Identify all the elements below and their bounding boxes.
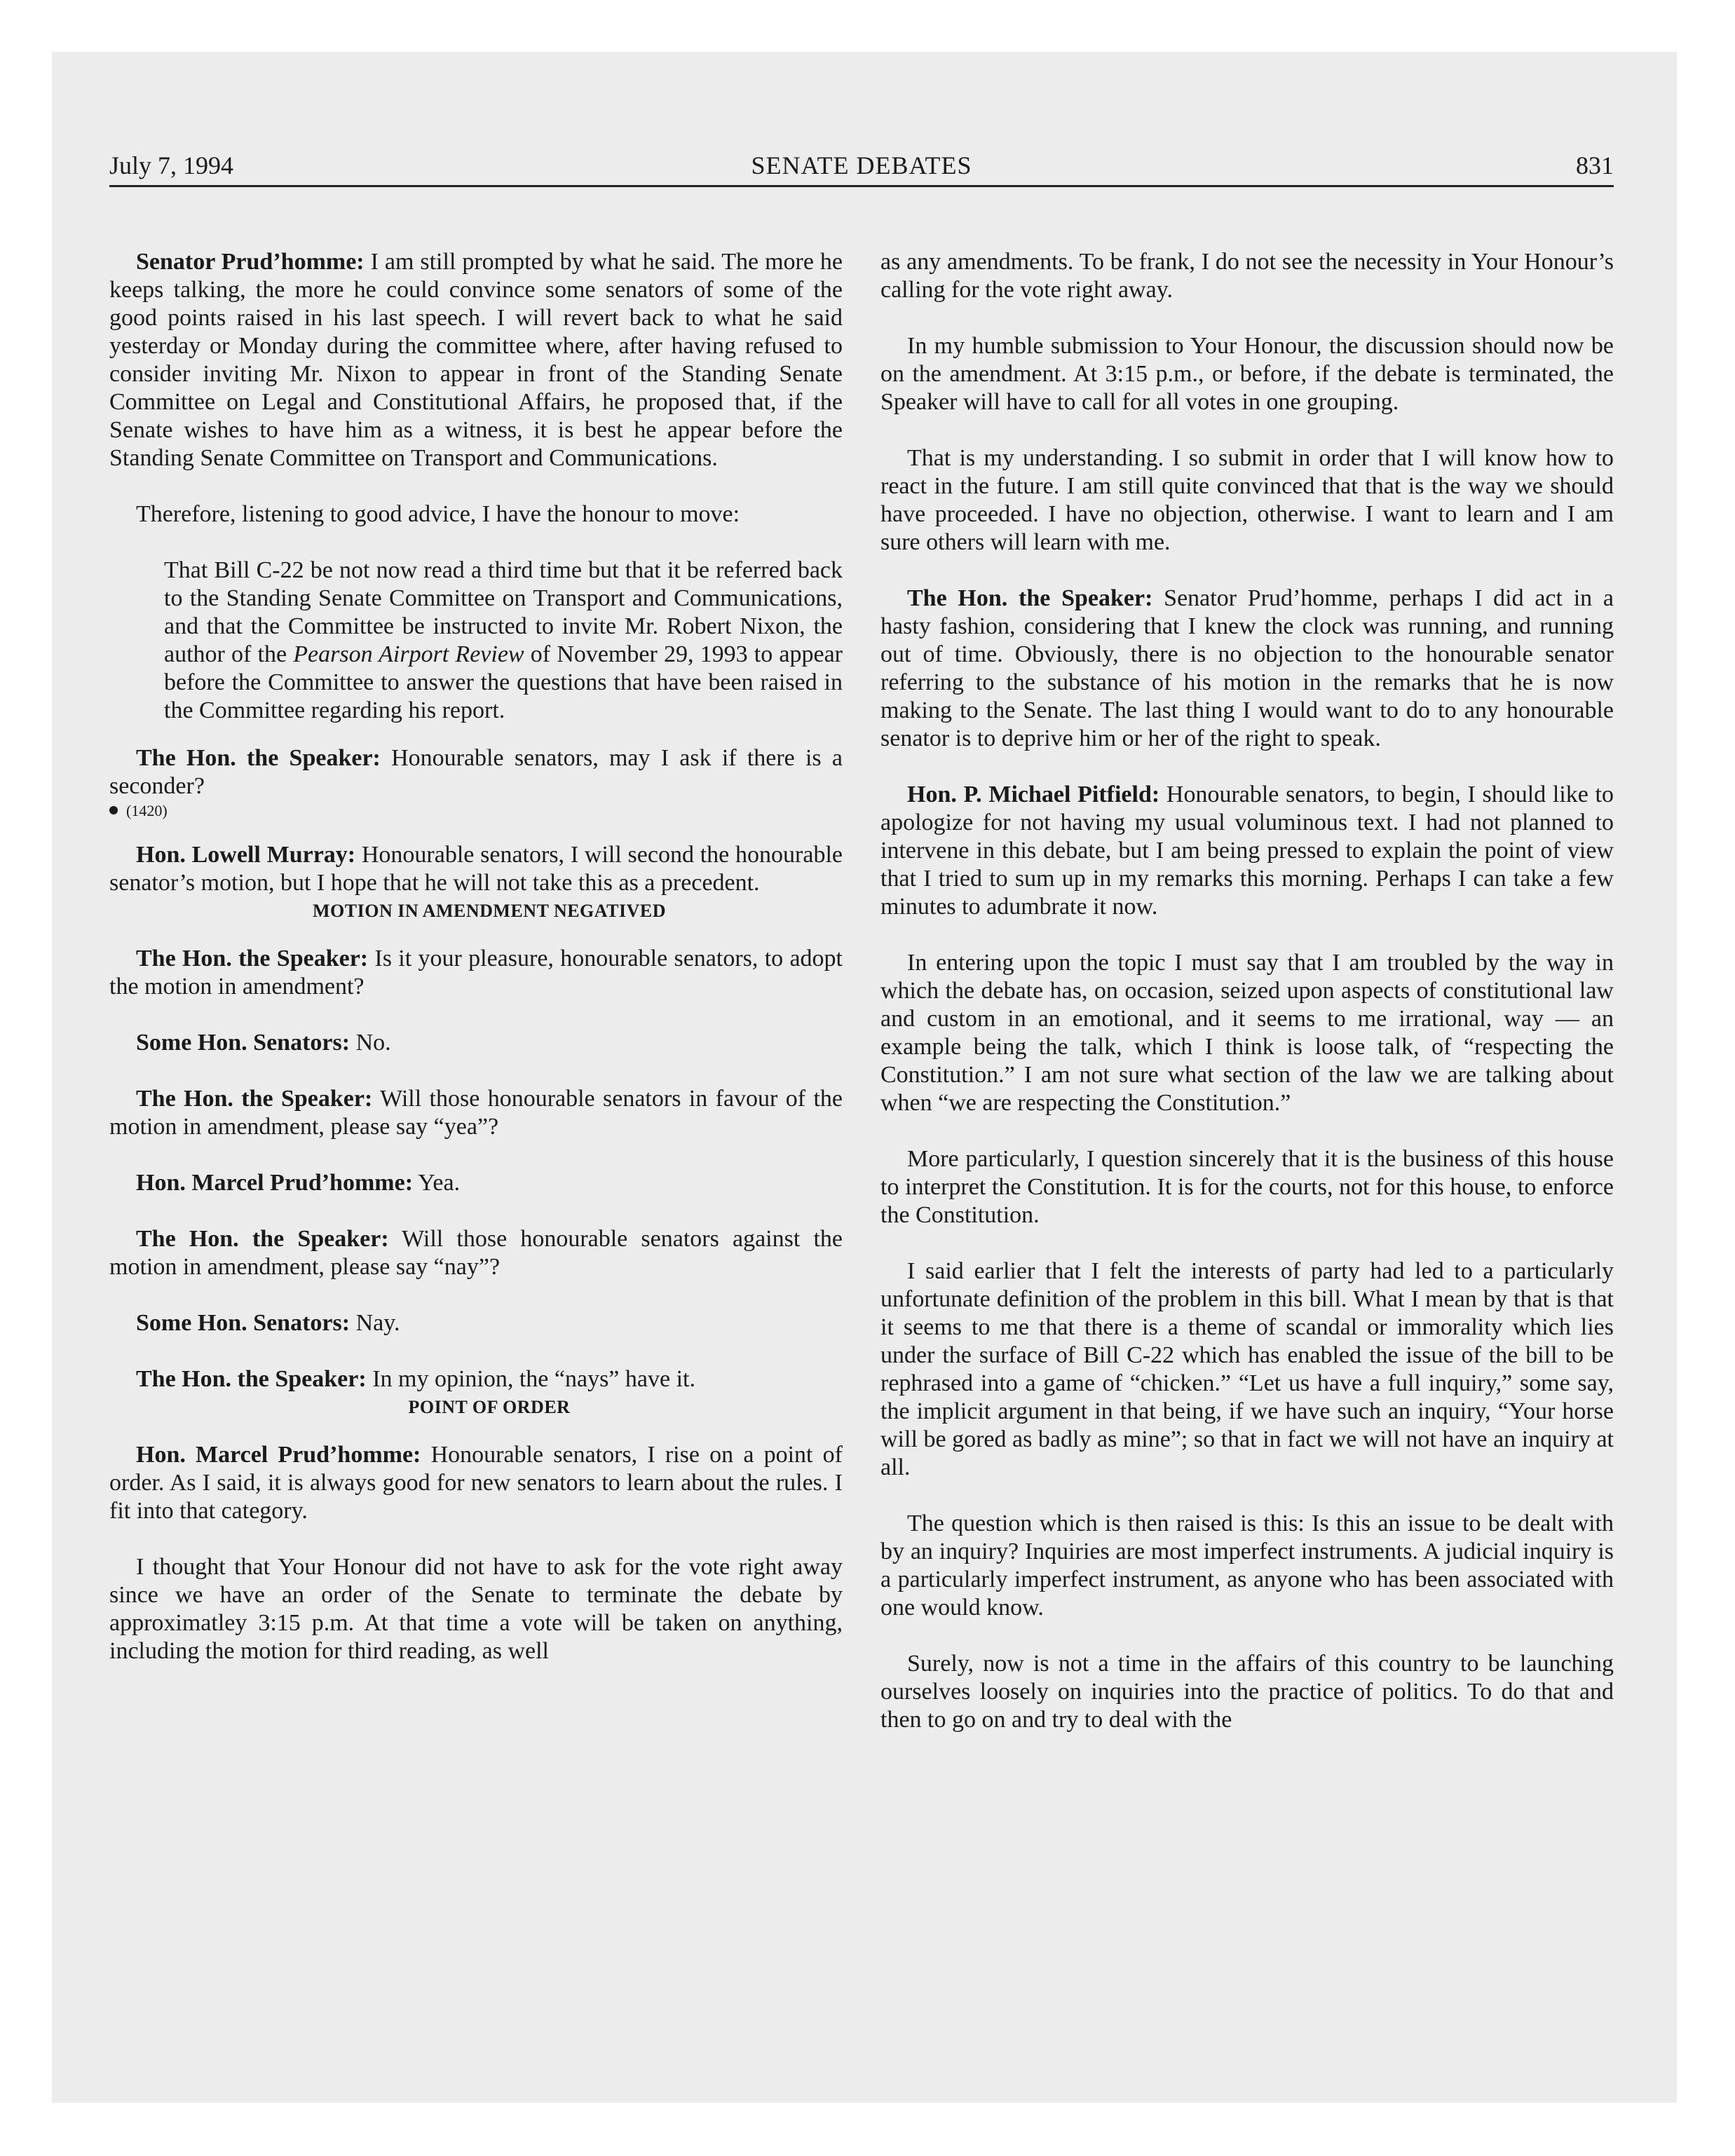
header-date: July 7, 1994: [109, 151, 234, 179]
right-column: [880, 248, 1614, 1734]
speech-text: I am still prompted by what he said. The more he keeps talking, the more he could convince some senators of some of the good points raised in his last speech. I will revert back to what he said yesterday or Monday during the committee where, after having refused to consider inviting Mr. Nixon to appear in front of the Standing Senate Committee on Legal and Constitutional Affairs, he proposed that, if the Senate wishes to have him as a witness, it is best he appear before the Standing Senate Committee on Transport and Communications.: [109, 249, 843, 471]
paragraph: In my humble submission to Your Honour, the discussion should now be on the amendment. At 3:15 p.m., or before, if the debate is terminated, the Speaker will have to call for all votes in one grouping.: [880, 333, 1614, 415]
paragraph: The Hon. the Speaker: Is it your pleasure, honourable senators, to adopt the motion in amendment?: [109, 946, 843, 999]
header-page-number: 831: [1576, 151, 1614, 179]
paragraph: Hon. Marcel Prud’homme: Honourable senators, I rise on a point of order. As I said, it is always good for new senators to learn about the rules. I fit into that category.: [109, 1442, 843, 1524]
section-heading: POINT OF ORDER: [408, 1397, 571, 1417]
paragraph: The Hon. the Speaker: In my opinion, the “nays” have it.: [136, 1366, 695, 1392]
speaker-name: Hon. Marcel Prud’homme:: [136, 1442, 421, 1468]
paragraph: The Hon. the Speaker: Honourable senators, may I ask if there is a seconder?: [109, 745, 843, 799]
paragraph: The Hon. the Speaker: Will those honourable senators in favour of the motion in amendment, please say “yea”?: [109, 1086, 843, 1140]
paragraph: More particularly, I question sincerely that it is the business of this house to interpret the Constitution. It is for the courts, not for this house, to enforce the Constitution.: [880, 1146, 1614, 1228]
bullet-icon: [109, 806, 118, 814]
paragraph: Some Hon. Senators: Nay.: [136, 1310, 400, 1336]
speaker-name: The Hon. the Speaker:: [136, 745, 381, 771]
paragraph: Therefore, listening to good advice, I have the honour to move:: [136, 501, 740, 527]
paragraph: The Hon. the Speaker: Will those honourable senators against the motion in amendment, please say “nay”?: [109, 1226, 843, 1280]
paragraph: Hon. Marcel Prud’homme: Yea.: [136, 1170, 461, 1196]
speaker-name: Some Hon. Senators:: [136, 1310, 351, 1336]
paragraph: as any amendments. To be frank, I do not see the necessity in Your Honour’s calling for the vote right away.: [880, 249, 1614, 303]
paragraph: Surely, now is not a time in the affairs of this country to be launching ourselves loosely on inquiries into the practice of politics. To do that and then to go on and try to deal with the: [880, 1651, 1614, 1733]
speaker-name: Some Hon. Senators:: [136, 1030, 351, 1056]
paragraph: In entering upon the topic I must say that I am troubled by the way in which the debate has, on occasion, seized upon aspects of constitutional law and custom in an emotional, and it seems to me irrational, way — an example being the talk, which I think is loose talk, of “respecting the Constitution.” I am not sure what section of the law we are talking about when “we are respecting the Constitution.”: [880, 950, 1614, 1116]
header-title: SENATE DEBATES: [751, 151, 972, 179]
section-heading: MOTION IN AMENDMENT NEGATIVED: [313, 901, 666, 921]
speaker-name: The Hon. the Speaker:: [136, 1366, 367, 1392]
speaker-name: The Hon. the Speaker:: [136, 946, 369, 971]
speaker-name: Hon. Marcel Prud’homme:: [136, 1170, 414, 1196]
paragraph: Some Hon. Senators: No.: [136, 1030, 391, 1056]
paragraph: I said earlier that I felt the interests of party had led to a particularly unfortunate definition of the problem in this bill. What I mean by that is that it seems to me that there is a theme of scandal or immorality which lies under the surface of Bill C-22 which has enabled the issue of the bill to be rephrased into a game of “chicken.” “Let us have a full inquiry,” some say, the implicit argument in that being, if we have such an inquiry, “Your horse will be gored as badly as mine”; so that in fact we will not have an inquiry at all.: [880, 1258, 1614, 1480]
time-marker: (1420): [109, 800, 843, 821]
motion-quote: That Bill C-22 be not now read a third time but that it be referred back to the Standing Senate Committee on Transport and Communications, and that the Committee be instructed to invite Mr. Robert Nixon, the author of the Pearson Airport Review of November 29, 1993 to appear before the Committee to answer the questions that have been raised in the Committee regarding his report.: [164, 557, 843, 723]
speaker-name: Hon. Lowell Murray:: [136, 842, 356, 868]
paragraph: That is my understanding. I so submit in order that I will know how to react in the future. I am still quite convinced that that is the way we should have proceeded. I have no objection, otherwise. I want to learn and I am sure others will learn with me.: [880, 445, 1614, 555]
paragraph: The Hon. the Speaker: Senator Prud’homme, perhaps I did act in a hasty fashion, considering that I knew the clock was running, and running out of time. Obviously, there is no objection to the honourable senator referring to the substance of his motion in the remarks that he is now making to the Senate. The last thing I would want to do to any honourable senator is to deprive him or her of the right to speak.: [880, 585, 1614, 751]
speaker-name: The Hon. the Speaker:: [136, 1226, 389, 1252]
paragraph: I thought that Your Honour did not have to ask for the vote right away since we have an order of the Senate to terminate the debate by approximatley 3:15 p.m. At that time a vote will be taken on anything, including the motion for third reading, as well: [109, 1554, 843, 1664]
speaker-name: Hon. P. Michael Pitfield:: [907, 782, 1160, 807]
speaker-name: The Hon. the Speaker:: [136, 1086, 373, 1112]
speaker-name: The Hon. the Speaker:: [907, 585, 1153, 611]
left-column: [109, 248, 843, 1665]
italic-title: Pearson Airport Review: [293, 641, 524, 667]
paragraph: [109, 248, 843, 472]
paragraph: Hon. Lowell Murray: Honourable senators, I will second the honourable senator’s motion, but I hope that he will not take this as a precedent.: [109, 842, 843, 896]
page-header: [109, 150, 1614, 187]
speaker-name: Senator Prud’homme:: [136, 249, 365, 275]
paragraph: The question which is then raised is this: Is this an issue to be dealt with by an inquiry? Inquiries are most imperfect instruments. A judicial inquiry is a particularly imperfect instrument, as anyone who has been associated with one would know.: [880, 1510, 1614, 1621]
paragraph: Hon. P. Michael Pitfield: Honourable senators, to begin, I should like to apologize for not having my usual voluminous text. I had not planned to intervene in this debate, but I am being pressed to explain the point of view that I tried to sum up in my remarks this morning. Perhaps I can take a few minutes to adumbrate it now.: [880, 782, 1614, 920]
